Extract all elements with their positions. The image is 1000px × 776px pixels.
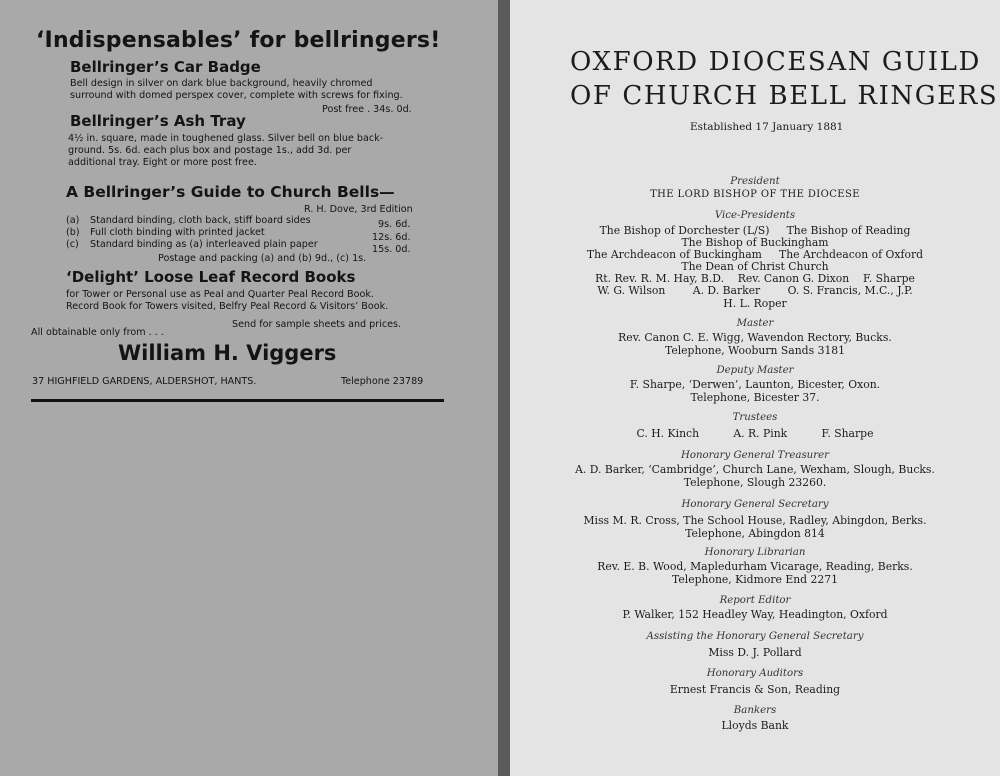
president-name: THE LORD BISHOP OF THE DIOCESE: [650, 189, 860, 200]
librarian-line: Rev. E. B. Wood, Mapledurham Vicarage, Reading, Berks.: [597, 560, 913, 573]
guide-item-b-text: Full cloth binding with printed jacket: [90, 227, 265, 238]
seller-address: 37 HIGHFIELD GARDENS, ALDERSHOT, HANTS.: [32, 376, 257, 387]
record-books-send: Send for sample sheets and prices.: [232, 319, 402, 330]
treasurer-line: Telephone, Slough 23260.: [683, 476, 827, 489]
master-line: Telephone, Wooburn Sands 3181: [664, 344, 846, 357]
ad-headline: ‘Indispensables’ for bellringers!: [36, 28, 441, 53]
assisting-secretary-name: Miss D. J. Pollard: [708, 646, 802, 659]
guide-item-a-key: (a): [66, 215, 80, 226]
right-page-officers: [510, 0, 1000, 776]
treasurer-label: Honorary General Treasurer: [680, 450, 830, 461]
seller-name: William H. Viggers: [118, 341, 337, 365]
guide-item-a-text: Standard binding, cloth back, stiff board sides: [90, 215, 311, 226]
vice-president-line: The Bishop of Buckingham: [681, 236, 829, 249]
auditors-name: Ernest Francis & Son, Reading: [669, 683, 841, 696]
treasurer-line: A. D. Barker, ‘Cambridge’, Church Lane, Wexham, Slough, Bucks.: [575, 463, 935, 476]
guide-title: A Bellringer’s Guide to Church Bells—: [66, 183, 395, 201]
vice-president-line: H. L. Roper: [723, 297, 787, 310]
guide-author: R. H. Dove, 3rd Edition: [304, 204, 413, 215]
report-editor-label: Report Editor: [719, 595, 791, 606]
deputy-master-label: Deputy Master: [716, 365, 794, 376]
record-books-title: ‘Delight’ Loose Leaf Record Books: [66, 268, 356, 286]
vice-presidents-label: Vice-Presidents: [714, 210, 796, 221]
car-badge-desc-1: Bell design in silver on dark blue background, heavily chromed: [70, 78, 373, 89]
seller-telephone: Telephone 23789: [341, 376, 424, 387]
deputy-master-line: F. Sharpe, ‘Derwen’, Launton, Bicester, Oxon.: [629, 378, 881, 391]
deputy-master-line: Telephone, Bicester 37.: [690, 391, 820, 404]
established-date: Established 17 January 1881: [690, 121, 844, 133]
guide-item-b-key: (b): [66, 227, 80, 238]
obtainable-note: All obtainable only from . . .: [31, 327, 164, 338]
guild-title-line-1: OXFORD DIOCESAN GUILD: [570, 47, 981, 77]
vice-president-line: The Bishop of Dorchester (L/S) The Bishop of Reading: [599, 224, 911, 237]
vice-president-line: W. G. Wilson A. D. Barker O. S. Francis, M.C., J.P.: [597, 284, 913, 297]
bottom-rule: [31, 399, 444, 402]
guide-item-b-price: 12s. 6d.: [372, 232, 411, 243]
trustees-label: Trustees: [732, 412, 778, 423]
car-badge-title: Bellringer’s Car Badge: [70, 58, 261, 76]
assisting-secretary-label: Assisting the Honorary General Secretary: [646, 631, 864, 642]
librarian-line: Telephone, Kidmore End 2271: [672, 573, 838, 586]
ash-tray-desc-3: additional tray. Eight or more post free.: [68, 157, 257, 168]
secretary-label: Honorary General Secretary: [681, 499, 829, 510]
bankers-name: Lloyds Bank: [721, 719, 789, 732]
guide-item-c-price: 15s. 0d.: [372, 244, 411, 255]
auditors-label: Honorary Auditors: [706, 668, 804, 679]
guide-item-c-text: Standard binding as (a) interleaved plain paper: [90, 239, 318, 250]
ash-tray-desc-2: ground. 5s. 6d. each plus box and postage 1s., add 3d. per: [68, 145, 352, 156]
vice-president-line: The Dean of Christ Church: [681, 260, 829, 273]
ash-tray-desc-1: 4½ in. square, made in toughened glass. Silver bell on blue back-: [68, 133, 384, 144]
guide-postage: Postage and packing (a) and (b) 9d., (c) 1s.: [158, 253, 367, 264]
vice-president-line: Rt. Rev. R. M. Hay, B.D. Rev. Canon G. Dixon F. Sharpe: [595, 272, 915, 285]
master-line: Rev. Canon C. E. Wigg, Wavendon Rectory, Bucks.: [618, 331, 892, 344]
car-badge-desc-2: surround with domed perspex cover, complete with screws for fixing.: [70, 90, 403, 101]
vice-president-line: The Archdeacon of Buckingham The Archdeacon of Oxford: [586, 248, 924, 261]
car-badge-price: Post free . 34s. 0d.: [322, 104, 412, 115]
guide-item-a-price: 9s. 6d.: [378, 219, 411, 230]
report-editor-name: P. Walker, 152 Headley Way, Headington, Oxford: [622, 608, 888, 621]
ash-tray-title: Bellringer’s Ash Tray: [70, 112, 246, 130]
guide-item-c-key: (c): [66, 239, 79, 250]
bankers-label: Bankers: [733, 705, 777, 716]
guild-title-line-2: OF CHURCH BELL RINGERS: [570, 81, 999, 111]
president-label: President: [730, 176, 780, 187]
librarian-label: Honorary Librarian: [704, 547, 806, 558]
record-books-desc-2: Record Book for Towers visited, Belfry Peal Record & Visitors’ Book.: [66, 301, 389, 312]
master-label: Master: [736, 318, 774, 329]
secretary-line: Telephone, Abingdon 814: [685, 527, 825, 540]
record-books-desc-1: for Tower or Personal use as Peal and Quarter Peal Record Book.: [66, 289, 374, 300]
secretary-line: Miss M. R. Cross, The School House, Radley, Abingdon, Berks.: [583, 514, 927, 527]
trustees-names: C. H. Kinch A. R. Pink F. Sharpe: [636, 427, 874, 440]
